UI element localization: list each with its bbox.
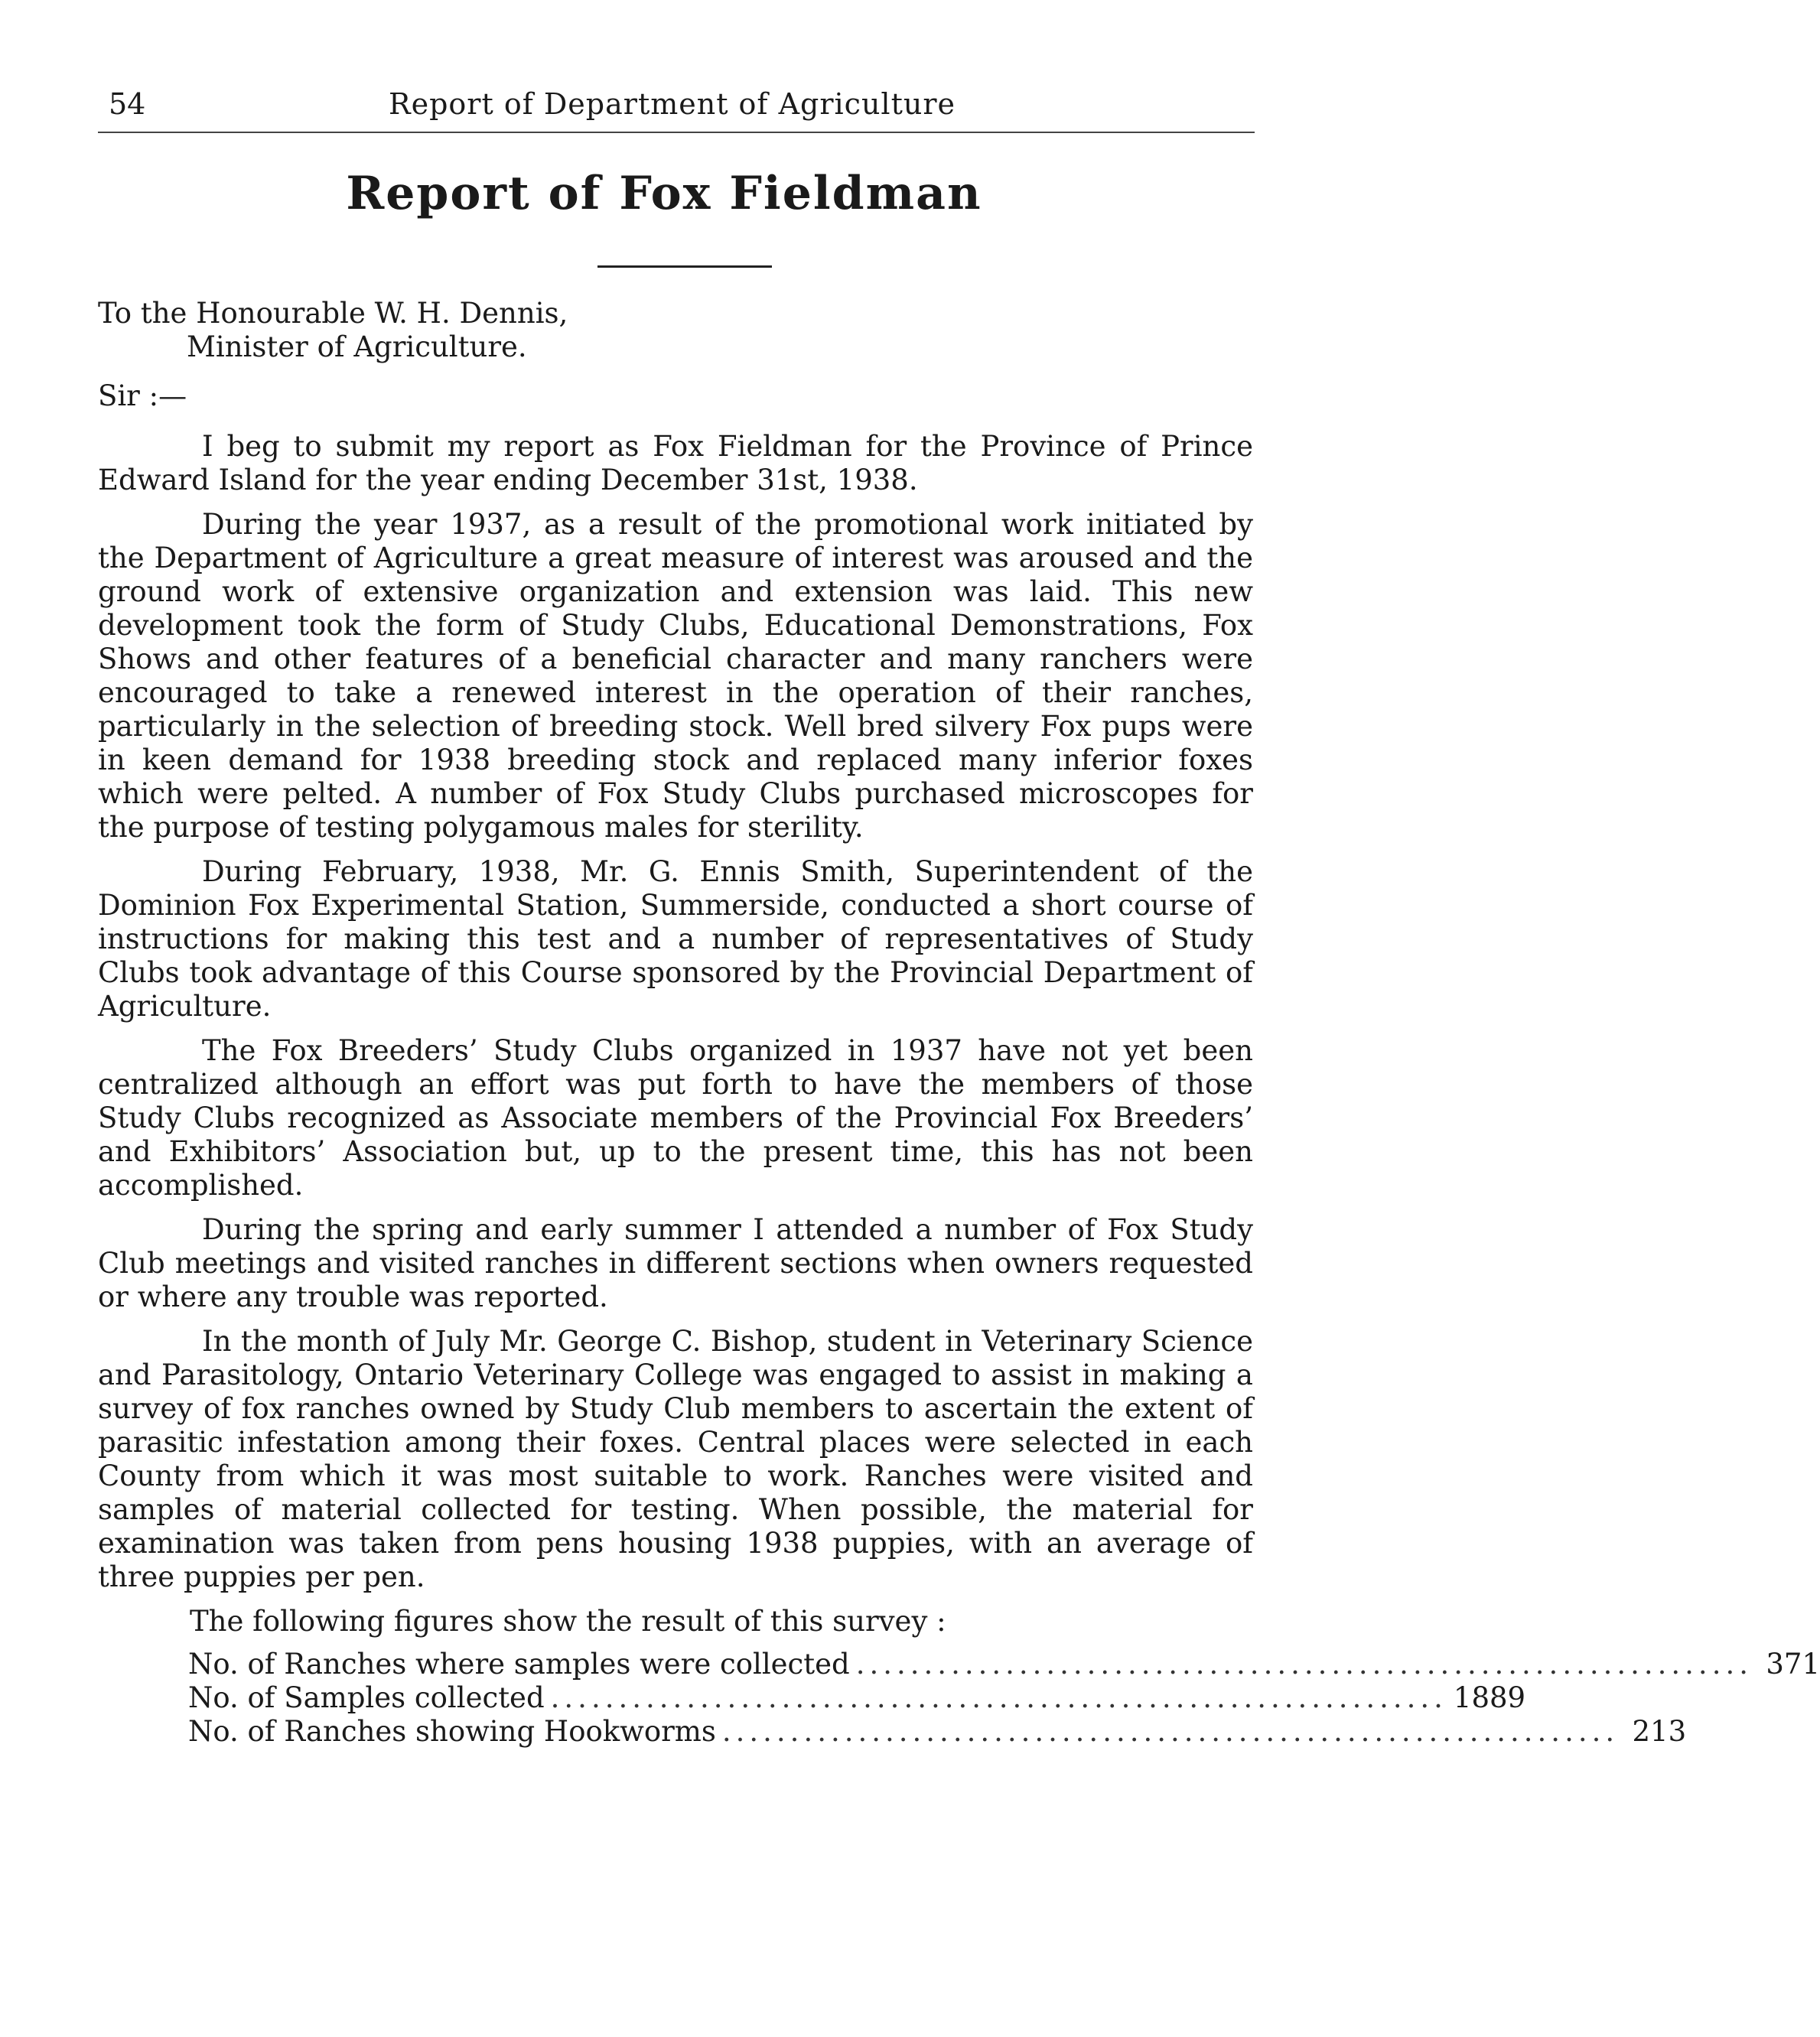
title-rule xyxy=(597,265,772,268)
paragraph: During the year 1937, as a result of the promotional work initiated by the Department of Agriculture a great measure of interest was aroused and the ground work of extensive organization and extension was laid. This new development took the form of Study Clubs, Educational Demonstrations, Fox Shows and other features of a beneficial character and many ranchers were encouraged to take a renewed interest in the operation of their ranches, particularly in the selection of breeding stock. Well bred silvery Fox pups were in keen demand for 1938 breeding stock and replaced many inferior foxes which were pelted. A number of Fox Study Clubs purchased microscopes for the purpose of testing polygamous males for sterility. xyxy=(98,508,1253,844)
figure-value: 1889 xyxy=(1453,1681,1526,1714)
running-header xyxy=(98,83,1255,129)
header-rule xyxy=(98,132,1255,133)
report-title: Report of Fox Fieldman xyxy=(346,167,982,220)
page-number: 54 xyxy=(109,87,146,121)
running-title: Report of Department of Agriculture xyxy=(389,87,956,121)
figure-label: No. of Ranches showing Hookworms xyxy=(188,1715,716,1748)
paragraph: I beg to submit my report as Fox Fieldman for the Province of Prince Edward Island for the year ending December 31st, 1938. xyxy=(98,430,1253,496)
figure-row xyxy=(188,1648,1820,1681)
figures-intro: The following figures show the result of this survey : xyxy=(190,1605,946,1638)
paragraph: In the month of July Mr. George C. Bishop, student in Veterinary Science and Parasitology, Ontario Veterinary College was engaged to assist in making a survey of fox ranches owned by Study Club members to ascertain the extent of parasitic infestation among their foxes. Central places were selected in each County from which it was most suitable to work. Ranches were visited and samples of material collected for testing. When possible, the material for examination was taken from pens housing 1938 puppies, with an average of three puppies per pen. xyxy=(98,1325,1253,1593)
leader-dots: .................................................................. xyxy=(721,1715,1620,1748)
paragraph: During February, 1938, Mr. G. Ennis Smith, Superintendent of the Dominion Fox Experimental Station, Summerside, conducted a short course of instructions for making this test and a number of representatives of Study Clubs took advantage of this Course sponsored by the Provincial Department of Agriculture. xyxy=(98,855,1253,1023)
figure-value: 213 xyxy=(1632,1715,1687,1748)
figure-row xyxy=(188,1715,1687,1749)
survey-figures xyxy=(188,1648,1820,1749)
figure-label: No. of Samples collected xyxy=(188,1681,545,1714)
sir-greeting: Sir :— xyxy=(98,379,187,412)
paragraph: The Fox Breeders’ Study Clubs organized in 1937 have not yet been centralized although an effort was put forth to have the members of those Study Clubs recognized as Associate members of the Provincial Fox Breeders’ and Exhibitors’ Association but, up to the present time, this has not been accomplished. xyxy=(98,1034,1253,1202)
salutation xyxy=(98,297,1253,364)
figure-row xyxy=(188,1681,1526,1715)
paragraph: During the spring and early summer I attended a number of Fox Study Club meetings and visited ranches in different sections when owners requested or where any trouble was reported. xyxy=(98,1213,1253,1313)
leader-dots: .................................................................. xyxy=(550,1681,1447,1714)
salutation-line-1: To the Honourable W. H. Dennis, xyxy=(98,297,568,330)
figure-value: 371 xyxy=(1766,1648,1820,1681)
report-body xyxy=(98,297,1820,1749)
salutation-line-2: Minister of Agriculture. xyxy=(187,330,527,363)
figure-label: No. of Ranches where samples were collected xyxy=(188,1648,850,1681)
leader-dots: .................................................................. xyxy=(855,1648,1753,1681)
